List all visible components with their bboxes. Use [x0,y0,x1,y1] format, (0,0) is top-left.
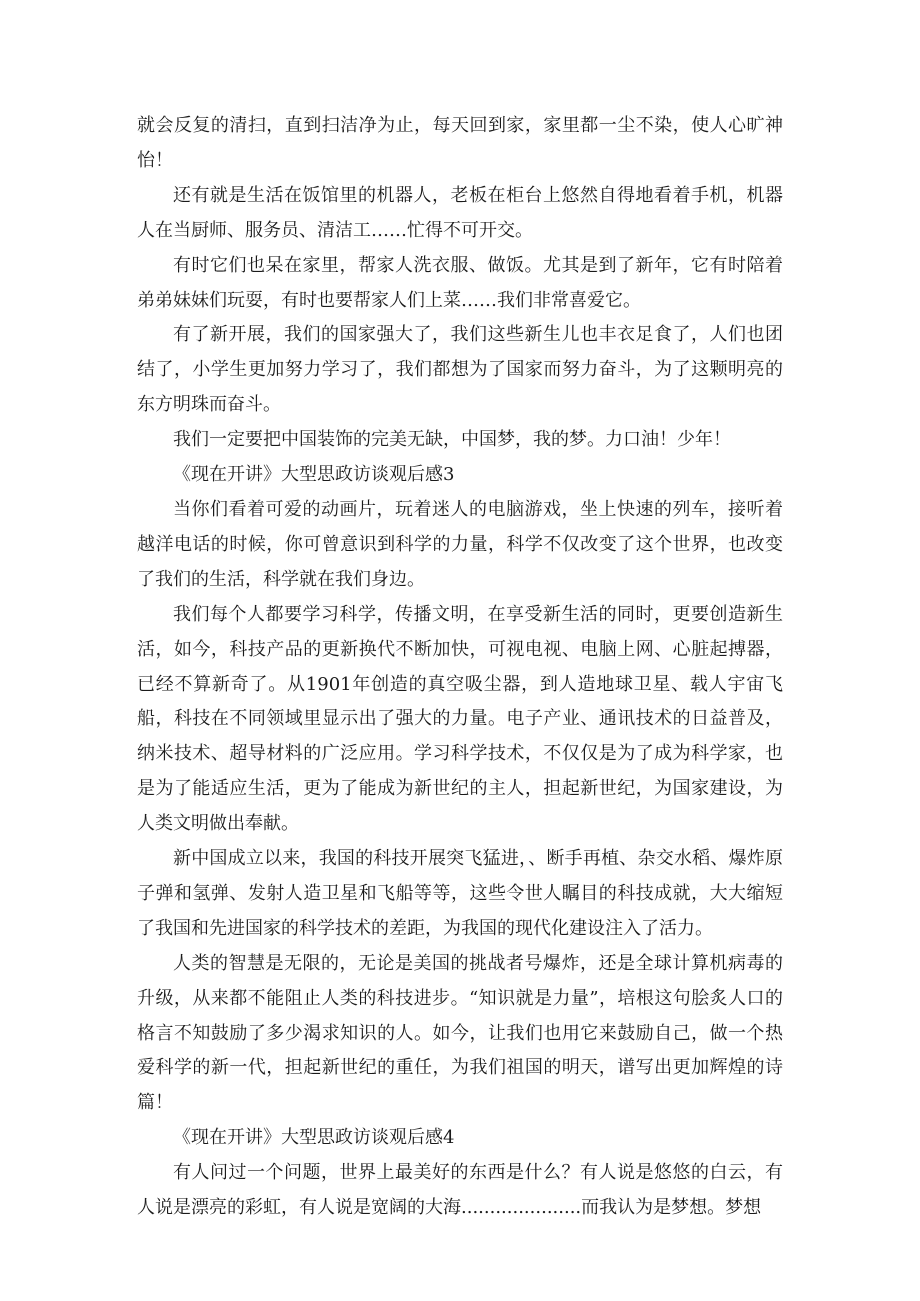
paragraph-home-robot: 有时它们也呆在家里，帮家人洗衣服、做饭。尤其是到了新年，它有时陪着弟弟妹妹们玩耍，有时也要帮家人们上菜……我们非常喜爱它。 [137,254,783,311]
paragraph-tech-achievements: 新中国成立以来，我国的科技开展突飞猛进，、断手再植、杂交水稻、爆炸原子弹和氢弹、发射人造卫星和飞船等等，这些令世人瞩目的科技成就，大大缩短了我国和先进国家的科学技术的差距，为我国的现代化建设注入了活力。 [137,848,783,939]
paragraph-dream: 有人问过一个问题，世界上最美好的东西是什么？有人说是悠悠的白云，有人说是漂亮的彩虹，有人说是宽阔的大海.....................而我认为是梦想。梦想 [137,1162,783,1219]
paragraph-china-dream: 我们一定要把中国装饰的完美无缺，中国梦，我的梦。力口油！少年！ [173,429,731,451]
paragraph-nation-strong: 有了新开展，我们的国家强大了，我们这些新生儿也丰衣足食了，人们也团结了，小学生更加努力学习了，我们都想为了国家而努力奋斗，为了这颗明亮的东方明珠而奋斗。 [137,324,783,416]
document-page [137,109,783,1226]
section-heading-4: 《现在开讲》大型思政访谈观后感4 [173,1127,455,1149]
paragraph-cleaning-robot: 就会反复的清扫，直到扫洁净为止，每天回到家，家里都一尘不染，使人心旷神怡！ [137,115,783,171]
paragraph-science-power: 当你们看着可爱的动画片，玩着迷人的电脑游戏，坐上快速的列车，接听着越洋电话的时候，你可曾意识到科学的力量，科学不仅改变了这个世界，也改变了我们的生活，科学就在我们身边。 [137,498,783,590]
paragraph-human-wisdom: 人类的智慧是无限的，无论是美国的挑战者号爆炸，还是全球计算机病毒的升级，从来都不能阻止人类的科技进步。“知识就是力量”，培根这句脍炙人口的格言不知鼓励了多少渴求知识的人。如今，让我们也用它来鼓励自己，做一个热爱科学的新一代，担起新世纪的重任，为我们祖国的明天，谱写出更加辉煌的诗篇！ [137,952,783,1114]
paragraph-learn-science: 我们每个人都要学习科学，传播文明，在享受新生活的同时，更要创造新生活，如今，科技产品的更新换代不断加快，可视电视、电脑上网、心脏起搏器，已经不算新奇了。从1901年创造的真空吸尘器，到人造地球卫星、载人宇宙飞船，科技在不同领域里显示出了强大的力量。电子产业、通讯技术的日益普及，纳米技术、超导材料的广泛应用。学习科学技术，不仅仅是为了成为科学家，也是为了能适应生活，更为了能成为新世纪的主人，担起新世纪，为国家建设，为人类文明做出奉献。 [137,603,783,835]
paragraph-restaurant-robot: 还有就是生活在饭馆里的机器人，老板在柜台上悠然自得地看着手机，机器人在当厨师、服务员、清洁工……忙得不可开交。 [137,184,783,241]
section-heading-3: 《现在开讲》大型思政访谈观后感3 [173,464,455,486]
